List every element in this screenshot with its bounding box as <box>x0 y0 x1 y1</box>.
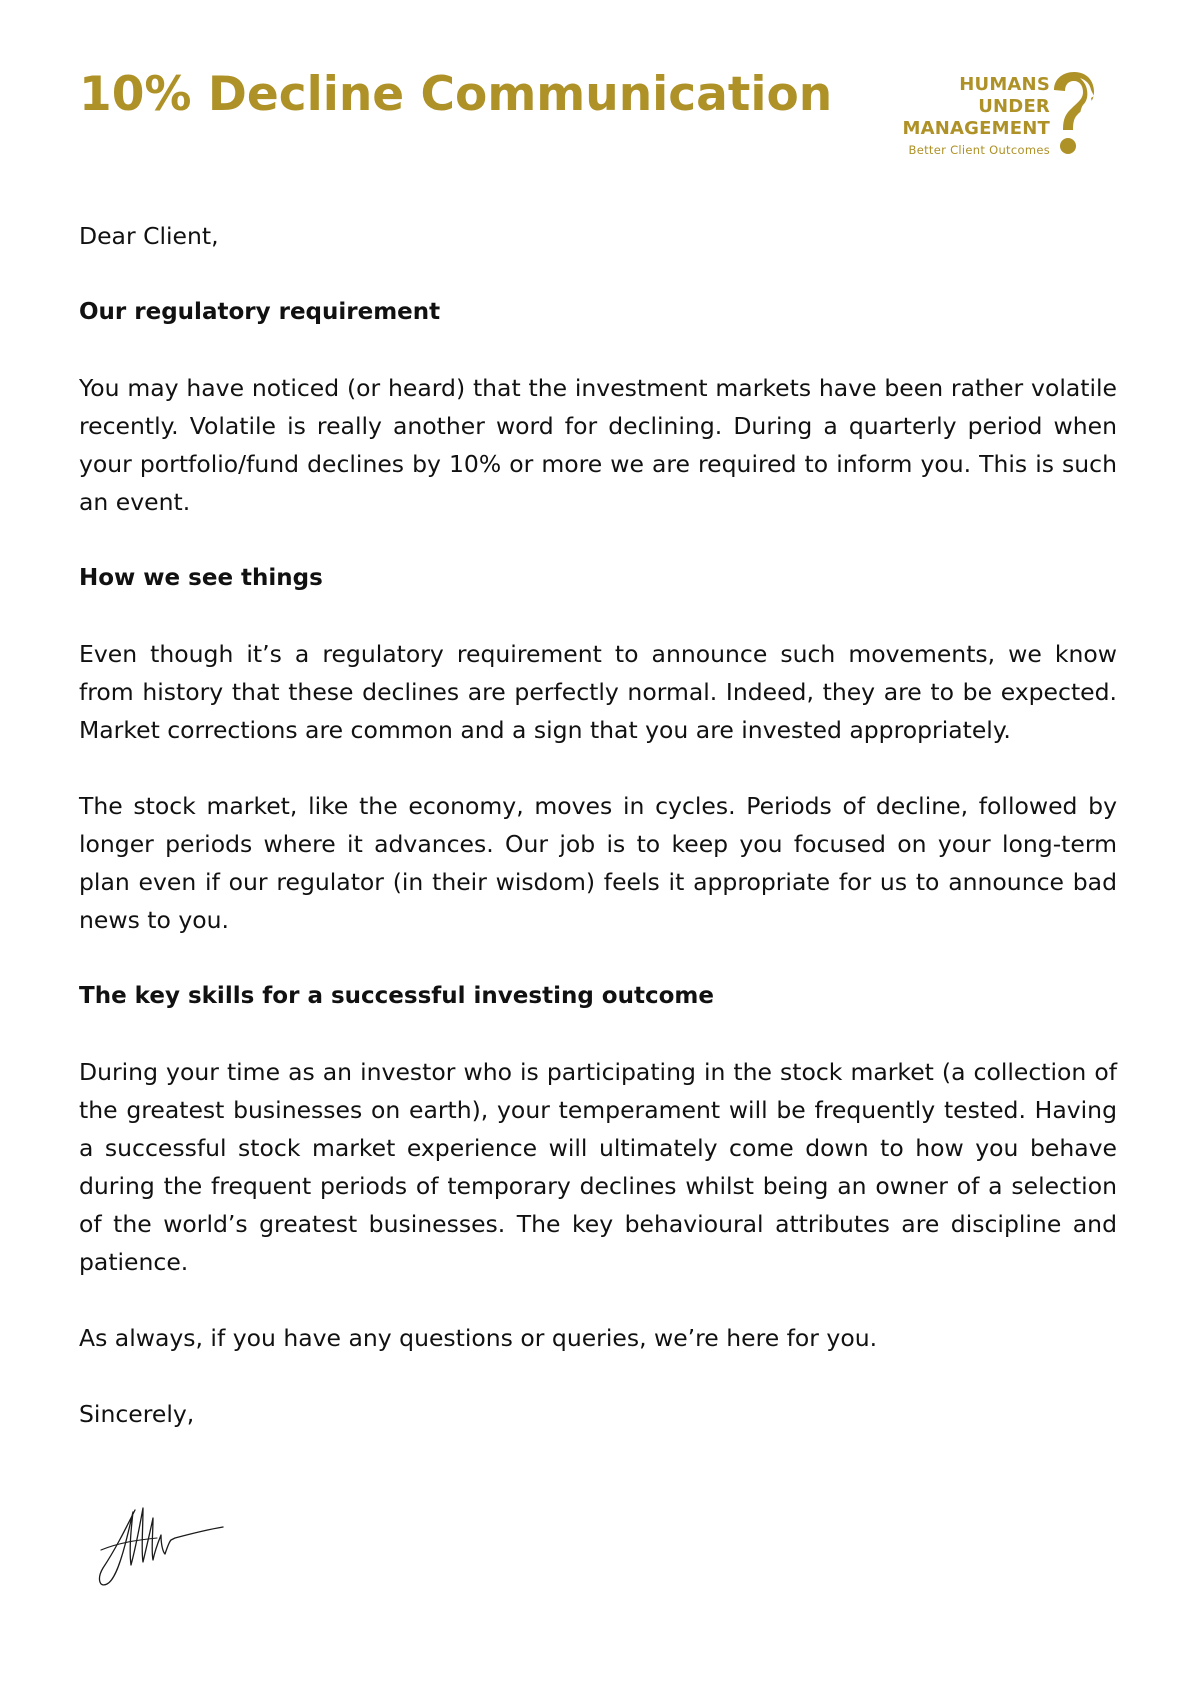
logo-line-humans: HUMANS <box>959 74 1050 95</box>
paragraph-key-skills-1: During your time as an investor who is participating in the stock market (a collection of the greatest businesses on earth), your temperament will be frequently tested. Having a successful stock market experience will ultimately come down to how you behave during the frequent periods of temporary declines whilst being an owner of a selection of the world’s greatest businesses. The key behavioural attributes are discipline and patience. <box>79 1058 1117 1276</box>
question-mark-head-icon <box>1050 72 1100 156</box>
section-heading-regulatory: Our regulatory requirement <box>79 299 441 325</box>
letter-body <box>79 217 1117 1433</box>
logo-line-under: UNDER <box>978 96 1050 117</box>
closing: Sincerely, <box>79 1400 195 1428</box>
logo-line-management: MANAGEMENT <box>902 118 1050 139</box>
section-heading-key-skills: The key skills for a successful investing outcome <box>79 983 714 1009</box>
logo-tagline: Better Client Outcomes <box>908 143 1050 157</box>
page-title: 10% Decline Communication <box>79 67 833 122</box>
paragraph-how-we-see-1: Even though it’s a regulatory requirement to announce such movements, we know from history that these declines are perfectly normal. Indeed, they are to be expected. Market corrections are common and a sign that you are invested appropriately. <box>79 640 1117 744</box>
company-logo <box>885 72 1105 162</box>
handwritten-signature <box>95 1490 235 1600</box>
paragraph-how-we-see-2: The stock market, like the economy, moves in cycles. Periods of decline, followed by longer periods where it advances. Our job is to keep you focused on your long-term plan even if our regulator (in their wisdom) feels it appropriate for us to announce bad news to you. <box>79 792 1117 934</box>
paragraph-regulatory: You may have noticed (or heard) that the investment markets have been rather volatile recently. Volatile is really another word for declining. During a quarterly period when your portfolio/fund declines by 10% or more we are required to inform you. This is such an event. <box>79 374 1117 516</box>
salutation: Dear Client, <box>79 222 219 250</box>
section-heading-how-we-see: How we see things <box>79 565 323 591</box>
paragraph-key-skills-2: As always, if you have any questions or queries, we’re here for you. <box>79 1324 878 1352</box>
